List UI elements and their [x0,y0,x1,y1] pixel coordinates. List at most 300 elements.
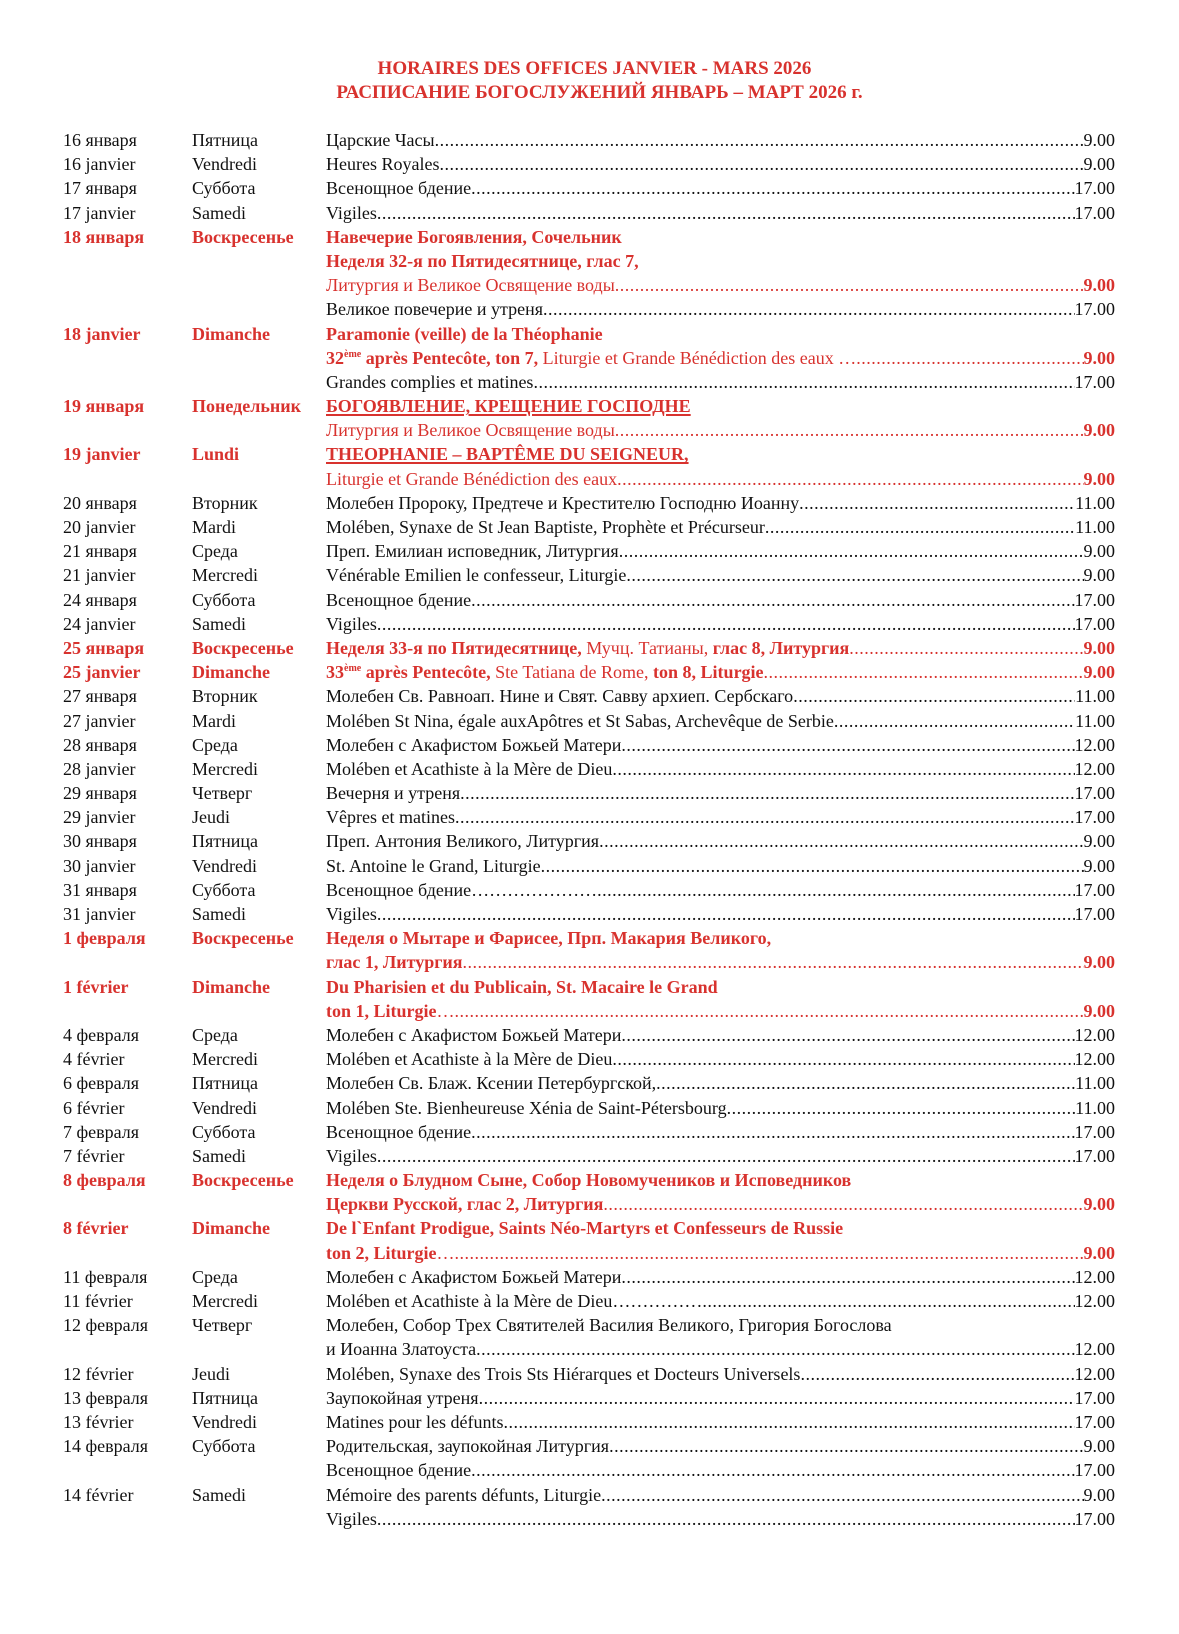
dot-leader [621,733,1074,757]
service-description [326,322,1115,346]
description-segment: Liturgie et Grande Bénédiction des eaux [326,468,618,489]
service-description [326,999,1115,1023]
schedule-line [0,999,1179,1023]
schedule-line [0,612,1179,636]
schedule-line [0,1289,1179,1313]
service-description [326,563,1115,587]
service-description [326,370,1115,394]
service-description [326,1168,1115,1192]
description-segment: Ste Tatiana de Rome, [490,662,654,683]
service-description [326,902,1115,926]
service-date: 19 января [63,396,145,417]
service-weekday: Dimanche [192,662,270,683]
service-weekday: Суббота [192,1121,256,1142]
service-date: 29 января [63,783,137,804]
description-segment: Grandes complies et matines [326,371,534,392]
service-description [326,878,1115,902]
description-segment: Мучц. Татианы, [581,637,713,658]
service-date: 28 janvier [63,758,136,779]
description-segment: Молебен с Акафистом Божьей Матери [326,734,622,755]
service-weekday: Суббота [192,879,256,900]
dot-leader [377,1144,1075,1168]
dot-leader [503,1410,1074,1434]
description-segment: Du Pharisien et du Publicain, St. Macaire le Grand [326,976,718,997]
service-time: 11.00 [1075,710,1115,731]
service-description [326,1265,1115,1289]
dot-leader [603,1192,1083,1216]
schedule-line [0,346,1179,370]
service-description [326,781,1115,805]
schedule-line [0,176,1179,200]
dot-leader [609,1434,1083,1458]
schedule-line [0,1313,1179,1337]
service-description [326,709,1115,733]
service-date: 24 janvier [63,613,136,634]
service-time: 17.00 [1074,589,1115,610]
description-segment: Molében, Synaxe des Trois Sts Hiérarques et Docteurs Universels [326,1363,801,1384]
dot-leader [439,152,1083,176]
schedule-line [0,1434,1179,1458]
description-segment: De l`Enfant Prodigue, Saints Néo-Martyrs et Confesseurs de Russie [326,1218,844,1239]
dot-leader [460,781,1074,805]
schedule-line [0,201,1179,225]
service-description [326,950,1115,974]
schedule-line [0,442,1179,466]
service-time: 12.00 [1074,1266,1115,1287]
schedule-line [0,322,1179,346]
service-description [326,128,1115,152]
service-weekday: Пятница [192,1073,259,1094]
service-description [326,1458,1115,1482]
service-date: 31 января [63,879,137,900]
schedule-line [0,684,1179,708]
description-segment: глас 8, Литургия [712,637,850,658]
description-segment: Vigiles [326,904,377,924]
schedule-line [0,1507,1179,1531]
service-time: 17.00 [1074,1121,1115,1142]
description-segment: ème [344,348,362,360]
description-segment: Vigiles [326,613,377,634]
service-date: 14 février [63,1484,134,1505]
service-description [326,1362,1115,1386]
service-time: 17.00 [1074,178,1115,199]
description-segment: 32 [326,347,344,368]
schedule-line [0,1483,1179,1507]
schedule-line [0,394,1179,418]
service-time: 12.00 [1074,734,1115,755]
dot-leader [621,1023,1074,1047]
service-date: 13 février [63,1411,134,1432]
service-weekday: Пятница [192,130,259,150]
schedule-line [0,370,1179,394]
schedule-line [0,539,1179,563]
page-title-fr: HORAIRES DES OFFICES JANVIER - MARS 2026 [377,58,812,79]
dot-leader [377,1507,1075,1531]
service-time: 9.00 [1083,468,1115,489]
service-time: 9.00 [1083,275,1115,296]
service-time: 9.00 [1083,1484,1115,1505]
service-time: 9.00 [1083,855,1115,876]
service-time: 17.00 [1074,1387,1115,1408]
service-description [326,201,1115,225]
service-date: 17 janvier [63,202,136,223]
dot-leader [619,539,1084,563]
service-weekday: Jeudi [192,1363,230,1384]
service-description [326,854,1115,878]
dot-leader [463,950,1084,974]
service-weekday: Пятница [192,831,259,852]
service-description [326,1386,1115,1410]
dot-leader [793,684,1075,708]
service-time: 12.00 [1074,1024,1115,1045]
service-weekday: Mercredi [192,1291,258,1311]
service-weekday: Среда [192,1024,238,1045]
description-segment: Царские Часы [326,130,435,150]
service-time: 9.00 [1083,1436,1115,1457]
service-weekday: Vendredi [192,154,257,175]
schedule-line [0,1216,1179,1240]
schedule-line [0,273,1179,297]
service-date: 12 февраля [63,1315,149,1336]
schedule-line [0,709,1179,733]
dot-leader [479,1386,1075,1410]
service-time: 11.00 [1075,517,1115,537]
dot-leader [612,1047,1074,1071]
description-segment: … [436,1000,455,1021]
service-date: 18 января [63,226,145,247]
description-segment: Молебен с Акафистом Божьей Матери [326,1266,622,1287]
description-segment: Molében et Acathiste à la Mère de Dieu [326,758,613,779]
schedule-line [0,1096,1179,1120]
service-weekday: Воскресенье [192,637,294,658]
service-weekday: Dimanche [192,976,270,997]
service-weekday: Вторник [192,492,258,513]
description-segment: Церкви Русской, глас 2, Литургия [326,1194,604,1215]
description-segment: Неделя о Блудном Сыне, Собор Новомучеников и Исповедников [326,1170,852,1191]
service-date: 29 janvier [63,807,136,828]
service-date: 14 февраля [63,1436,149,1457]
service-time: 17.00 [1074,1508,1115,1529]
service-date: 21 января [63,541,137,562]
service-time: 9.00 [1083,565,1115,586]
service-date: 7 février [63,1145,125,1166]
service-time: 17.00 [1074,1145,1115,1166]
description-segment: Liturgie et Grande Bénédiction des eaux … [538,347,857,368]
description-segment: Всенощное бдение [326,1460,472,1481]
service-weekday: Vendredi [192,1411,257,1432]
service-date: 4 février [63,1049,125,1070]
service-date: 1 février [63,976,129,997]
dot-leader [471,1458,1074,1482]
description-segment: Заупокойная утреня [326,1387,479,1408]
description-segment: Vigiles [326,1508,377,1529]
dot-leader [435,128,1084,152]
schedule-line [0,297,1179,321]
service-time: 9.00 [1083,541,1115,562]
schedule-line [0,950,1179,974]
service-time: 9.00 [1083,637,1115,658]
service-weekday: Samedi [192,202,246,223]
service-description [326,1216,1115,1240]
service-time: 12.00 [1074,1363,1115,1384]
schedule-list [0,128,1179,1531]
service-description [326,1241,1115,1265]
service-time: 17.00 [1074,371,1115,392]
description-segment: и Иоанна Златоуста [326,1339,477,1360]
service-time: 17.00 [1074,1411,1115,1432]
service-date: 20 января [63,492,137,513]
service-description [326,1096,1115,1120]
service-date: 17 января [63,178,137,199]
service-weekday: Vendredi [192,855,257,876]
dot-leader [455,805,1075,829]
service-time: 17.00 [1074,879,1115,900]
service-date: 4 февраля [63,1024,140,1045]
service-description [326,442,1115,466]
description-segment: Литургия и Великое Освящение воды [326,275,615,296]
service-date: 25 января [63,637,145,658]
dot-leader [799,491,1075,515]
service-time: 12.00 [1074,1049,1115,1070]
service-time: 17.00 [1074,807,1115,828]
service-description [326,418,1115,442]
service-description [326,249,1115,273]
schedule-line [0,467,1179,491]
schedule-line [0,418,1179,442]
service-time: 17.00 [1074,202,1115,223]
schedule-line [0,757,1179,781]
service-time: 9.00 [1083,420,1115,441]
service-time: 9.00 [1083,1242,1115,1263]
service-description [326,152,1115,176]
service-date: 11 février [63,1291,133,1311]
schedule-line [0,1192,1179,1216]
service-description [326,394,1115,418]
description-segment: глас 1, Литургия [326,952,463,973]
service-description [326,829,1115,853]
service-description [326,467,1115,491]
service-date: 13 февраля [63,1387,149,1408]
service-weekday: Суббота [192,589,256,610]
dot-leader [612,757,1074,781]
schedule-line [0,1362,1179,1386]
service-description [326,612,1115,636]
dot-leader [617,467,1083,491]
service-weekday: Пятница [192,1387,259,1408]
service-date: 25 janvier [63,662,141,683]
dot-leader [599,829,1083,853]
description-segment: Молебен Св. Блаж. Ксении Петербургской, [326,1073,657,1094]
schedule-line [0,829,1179,853]
service-weekday: Среда [192,734,238,755]
service-weekday: Вторник [192,686,258,707]
service-date: 11 февраля [63,1266,148,1287]
service-date: 7 февраля [63,1121,140,1142]
dot-leader [377,201,1075,225]
service-time: 9.00 [1083,662,1115,683]
description-segment: 33 [326,662,344,683]
schedule-line [0,515,1179,539]
service-description [326,515,1115,539]
schedule-line [0,491,1179,515]
service-time: 17.00 [1074,613,1115,634]
service-weekday: Dimanche [192,1218,270,1239]
service-time: 17.00 [1074,299,1115,320]
description-segment: Преп. Емилиан исповедник, Литургия [326,541,619,562]
service-description [326,757,1115,781]
service-weekday: Dimanche [192,323,270,344]
service-date: 30 janvier [63,855,136,876]
dot-leader [834,709,1075,733]
description-segment: Vigiles [326,202,377,223]
service-description [326,975,1115,999]
description-segment: Молебен с Акафистом Божьей Матери [326,1024,622,1045]
description-segment: БОГОЯВЛЕНИЕ, КРЕЩЕНИЕ ГОСПОДНЕ [326,396,691,417]
service-description [326,273,1115,297]
description-segment: Heures Royales [326,154,440,175]
description-segment: Molében Ste. Bienheureuse Xénia de Saint-Pétersbourg [326,1097,727,1118]
description-segment: Vigiles [326,1145,377,1166]
service-description [326,1144,1115,1168]
description-segment: ème [344,663,362,675]
schedule-line [0,152,1179,176]
service-description [326,1410,1115,1434]
service-time: 11.00 [1075,492,1115,513]
schedule-line [0,128,1179,152]
dot-leader [849,636,1083,660]
schedule-line [0,805,1179,829]
service-description [326,176,1115,200]
service-time: 17.00 [1074,1460,1115,1481]
description-segment: Vêpres et matines [326,807,455,828]
service-time: 12.00 [1074,1339,1115,1360]
dot-leader [626,563,1083,587]
service-weekday: Mercredi [192,1049,258,1070]
service-date: 8 февраля [63,1170,146,1191]
schedule-line [0,249,1179,273]
service-weekday: Vendredi [192,1097,257,1118]
description-segment: Преп. Антония Великого, Литургия [326,831,600,852]
service-time: 12.00 [1074,1291,1115,1311]
service-description [326,1120,1115,1144]
service-time: 9.00 [1083,130,1115,150]
service-date: 16 января [63,130,137,150]
service-date: 28 января [63,734,137,755]
schedule-line [0,588,1179,612]
service-time: 9.00 [1083,1194,1115,1215]
dot-leader [702,1289,1074,1313]
service-weekday: Четверг [192,783,253,804]
schedule-line [0,1120,1179,1144]
service-date: 24 января [63,589,137,610]
description-segment: Великое повечерие и утреня [326,299,544,320]
page-title-ru: РАСПИСАНИЕ БОГОСЛУЖЕНИЙ ЯНВАРЬ – МАРТ 2026 г. [336,82,863,103]
dot-leader [471,1120,1074,1144]
service-description [326,805,1115,829]
service-description [326,1313,1115,1337]
dot-leader [471,176,1074,200]
service-time: 12.00 [1074,758,1115,779]
description-segment: Всенощное бдение [326,589,472,610]
service-date: 8 février [63,1218,129,1239]
service-time: 17.00 [1074,783,1115,804]
description-segment: après Pentecôte, [361,662,491,683]
description-segment: Молебен, Собор Трех Святителей Василия Великого, Григория Богослова [326,1315,892,1336]
service-description [326,539,1115,563]
dot-leader [615,273,1084,297]
description-segment: Родительская, заупокойная Литургия [326,1436,610,1457]
description-segment: ton 1, Liturgie [326,1000,437,1021]
service-weekday: Четверг [192,1315,253,1336]
service-description [326,1023,1115,1047]
service-description [326,636,1115,660]
schedule-line [0,733,1179,757]
schedule-line [0,636,1179,660]
service-date: 27 января [63,686,137,707]
service-description [326,684,1115,708]
description-segment: Литургия и Великое Освящение воды [326,420,615,441]
service-time: 9.00 [1083,154,1115,175]
service-date: 19 janvier [63,444,141,465]
service-time: 9.00 [1083,952,1115,973]
dot-leader [597,878,1074,902]
service-weekday: Mardi [192,517,236,537]
schedule-line [0,1386,1179,1410]
service-description [326,297,1115,321]
description-segment: ton 8, Liturgie [653,662,764,683]
dot-leader [543,297,1074,321]
description-segment: … [436,1242,455,1263]
schedule-line [0,225,1179,249]
service-description [326,1434,1115,1458]
dot-leader [533,370,1074,394]
service-time: 9.00 [1083,347,1115,368]
service-date: 12 février [63,1363,134,1384]
service-weekday: Понедельник [192,396,301,417]
service-weekday: Jeudi [192,807,230,828]
schedule-line [0,878,1179,902]
service-description [326,1507,1115,1531]
dot-leader [455,999,1084,1023]
service-description [326,1047,1115,1071]
service-weekday: Mercredi [192,565,258,586]
dot-leader [377,612,1075,636]
service-description [326,346,1115,370]
dot-leader [476,1337,1074,1361]
description-segment: Paramonie (veille) de la Théophanie [326,323,603,344]
description-segment: Всенощное бдение [326,1121,472,1142]
schedule-line [0,1410,1179,1434]
service-weekday: Среда [192,1266,238,1287]
service-weekday: Mercredi [192,758,258,779]
dot-leader [377,902,1075,926]
dot-leader [541,854,1084,878]
description-segment: Molében St Nina, égale auxApôtres et St Sabas, Archevêque de Serbie [326,710,834,731]
dot-leader [800,1362,1074,1386]
service-date: 6 февраля [63,1073,140,1094]
dot-leader [656,1071,1075,1095]
description-segment: Навечерие Богоявления, Сочельник [326,226,622,247]
description-segment: Molében et Acathiste à la Mère de Dieu…………… [326,1291,703,1311]
service-date: 6 février [63,1097,125,1118]
dot-leader [856,346,1083,370]
service-weekday: Samedi [192,1484,246,1505]
service-description [326,491,1115,515]
description-segment: Molében et Acathiste à la Mère de Dieu [326,1049,613,1070]
service-time: 9.00 [1083,1000,1115,1021]
schedule-line [0,781,1179,805]
schedule-line [0,660,1179,684]
